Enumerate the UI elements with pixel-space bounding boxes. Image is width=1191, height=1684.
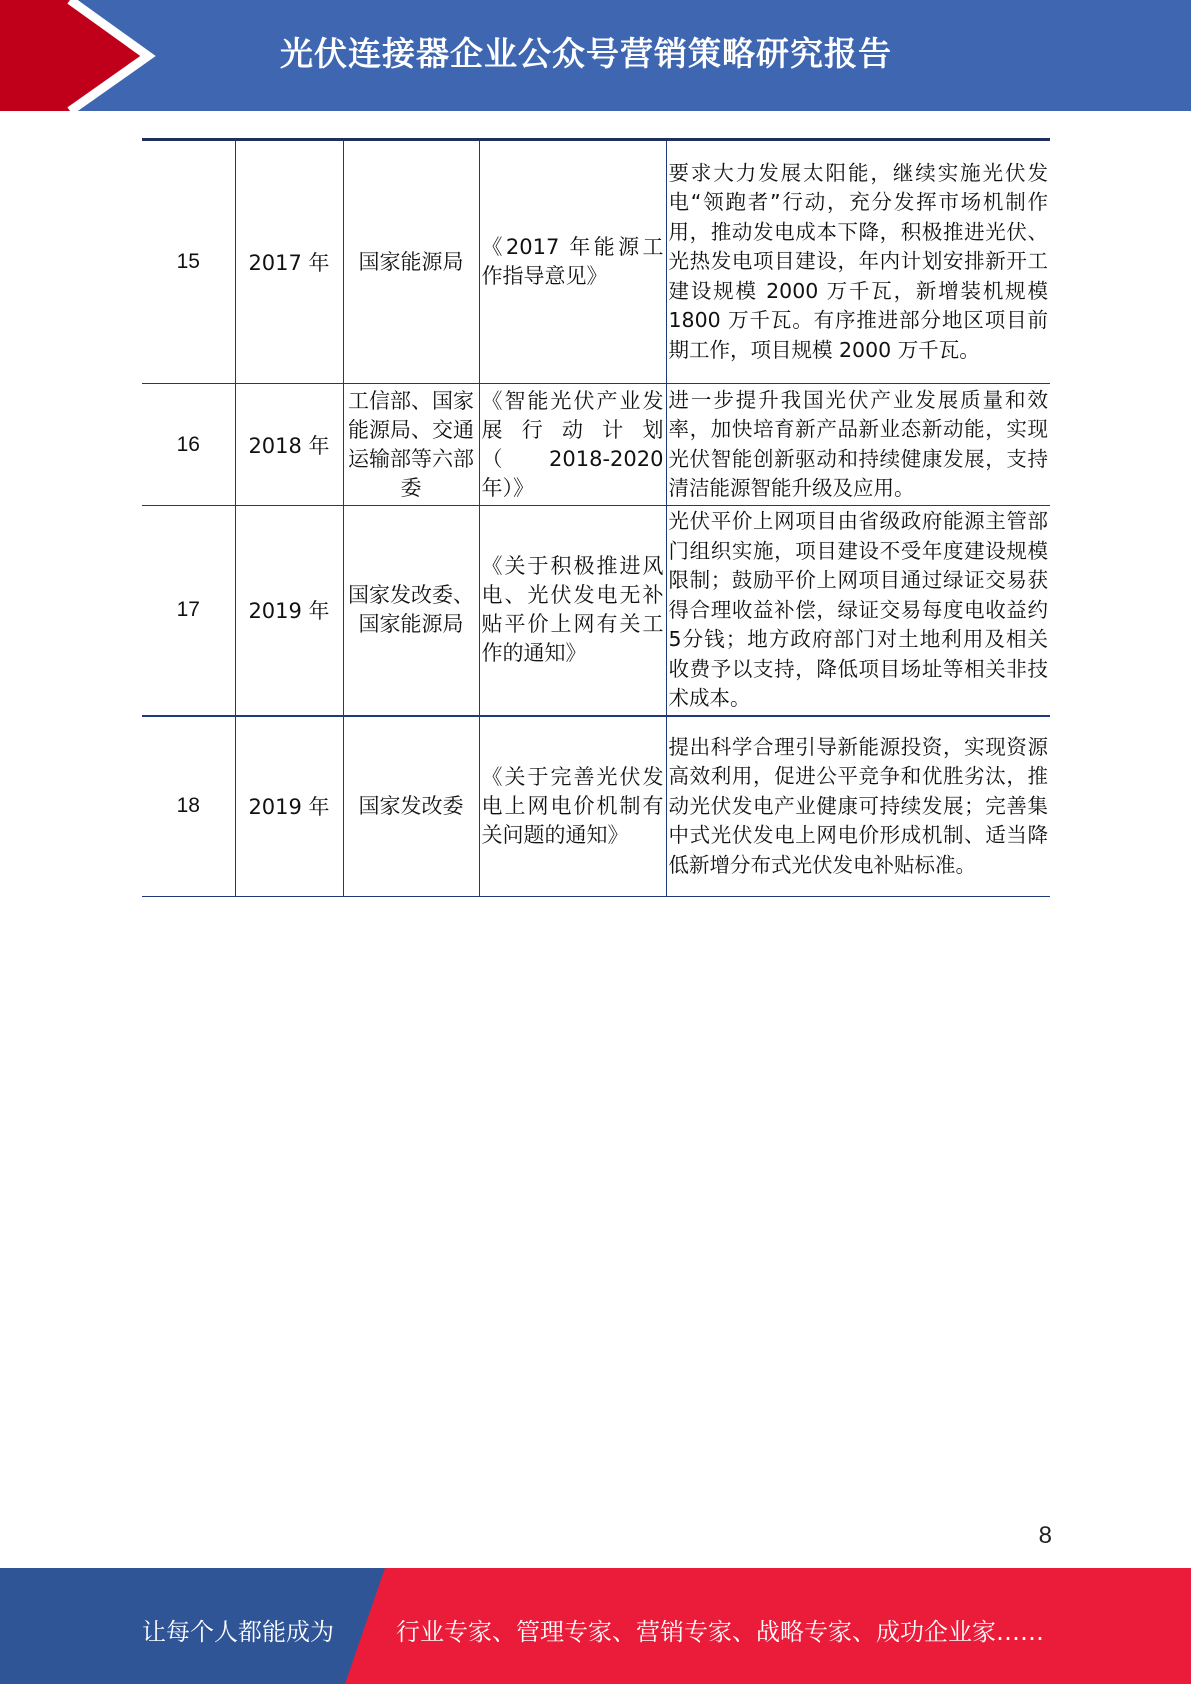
row-number: 17 bbox=[142, 506, 235, 716]
row-description: 提出科学合理引导新能源投资，实现资源高效利用，促进公平竞争和优胜劣汰，推动光伏发电产业健康可持续发展；完善集中式光伏发电上网电价形成机制、适当降低新增分布式光伏发电补贴标准。 bbox=[666, 716, 1050, 897]
page-footer bbox=[0, 1568, 1191, 1684]
row-description: 进一步提升我国光伏产业发展质量和效率，加快培育新产品新业态新动能，实现光伏智能创新驱动和持续健康发展，支持清洁能源智能升级及应用。 bbox=[666, 384, 1050, 506]
table-row bbox=[142, 716, 1050, 897]
row-year: 2018 年 bbox=[235, 384, 343, 506]
table-row bbox=[142, 506, 1050, 716]
row-department: 国家能源局 bbox=[343, 140, 479, 384]
row-document: 《智能光伏产业发展行动计划（2018-2020 年）》 bbox=[479, 384, 666, 506]
table-row bbox=[142, 384, 1050, 506]
row-description: 光伏平价上网项目由省级政府能源主管部门组织实施，项目建设不受年度建设规模限制；鼓励平价上网项目通过绿证交易获得合理收益补偿，绿证交易每度电收益约5分钱；地方政府部门对土地利用及相关收费予以支持，降低项目场址等相关非技术成本。 bbox=[666, 506, 1050, 716]
policy-table bbox=[142, 138, 1050, 897]
page-number: 8 bbox=[1038, 1522, 1052, 1549]
row-year: 2019 年 bbox=[235, 506, 343, 716]
row-year: 2019 年 bbox=[235, 716, 343, 897]
row-document: 《关于积极推进风电、光伏发电无补贴平价上网有关工作的通知》 bbox=[479, 506, 666, 716]
row-department: 工信部、国家能源局、交通运输部等六部委 bbox=[343, 384, 479, 506]
row-number: 15 bbox=[142, 140, 235, 384]
row-number: 16 bbox=[142, 384, 235, 506]
page-header bbox=[0, 0, 1191, 111]
row-document: 《关于完善光伏发电上网电价机制有关问题的通知》 bbox=[479, 716, 666, 897]
row-number: 18 bbox=[142, 716, 235, 897]
row-year: 2017 年 bbox=[235, 140, 343, 384]
footer-roles: 行业专家、管理专家、营销专家、战略专家、成功企业家…… bbox=[396, 1618, 1044, 1646]
row-document: 《2017 年能源工作指导意见》 bbox=[479, 140, 666, 384]
row-department: 国家发改委 bbox=[343, 716, 479, 897]
document-title: 光伏连接器企业公众号营销策略研究报告 bbox=[280, 34, 892, 73]
table-row bbox=[142, 140, 1050, 384]
row-department: 国家发改委、国家能源局 bbox=[343, 506, 479, 716]
footer-slogan: 让每个人都能成为 bbox=[142, 1618, 334, 1646]
row-description: 要求大力发展太阳能，继续实施光伏发电“领跑者”行动，充分发挥市场机制作用，推动发电成本下降，积极推进光伏、光热发电项目建设，年内计划安排新开工建设规模 2000 万千瓦，新增装机规模 1800 万千瓦。有序推进部分地区项目前期工作，项目规模 2000 万千瓦。 bbox=[666, 140, 1050, 384]
